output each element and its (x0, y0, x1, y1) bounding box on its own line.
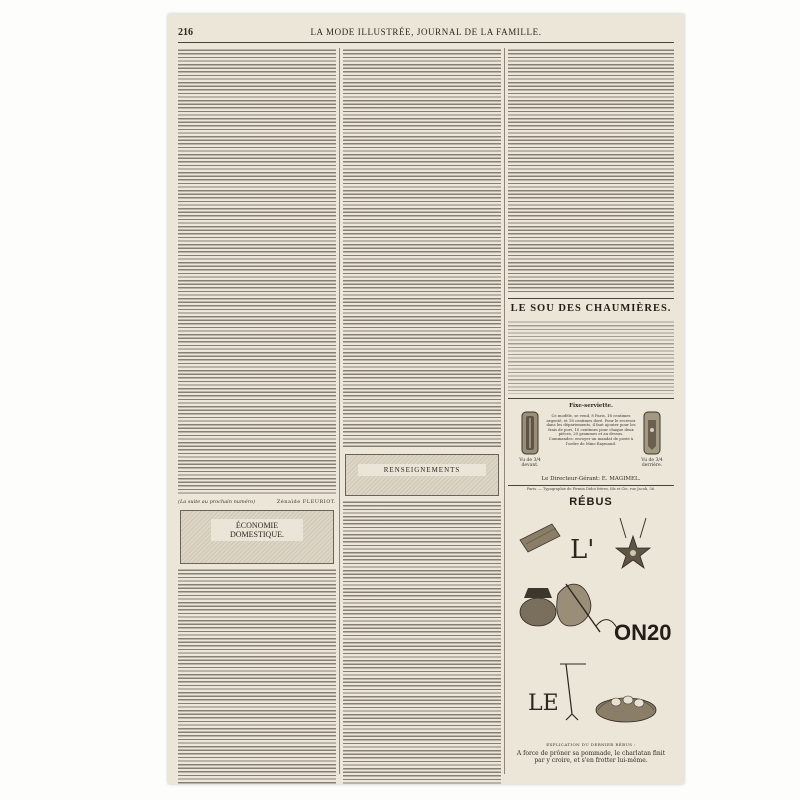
column-middle (343, 48, 501, 776)
column-right (508, 48, 674, 776)
director-signature: Le Directeur-Gérant: E. MAGIMEL. (541, 476, 641, 482)
rebus-glyph-l: L' (570, 535, 595, 565)
column-left (178, 48, 336, 776)
continuation-note: (La suite au prochain numéro) (178, 499, 256, 505)
advert-text: Ce modèle, se vend, 8 Paris, 16 centimes argenté, et 18 centimes doré. Pour le recevoir dans les départements, il faut ajouter pour les frais de port, 10 centimes pour chaque deux pièces, 20 grammes et au dessus. Commandes: envoyer un mandat de poste à l'ordre de Mme Raymond. (546, 413, 636, 446)
article-signature (178, 499, 336, 505)
journal-page (168, 14, 684, 784)
renseignements-text (343, 500, 501, 784)
economie-text-continued (343, 48, 501, 448)
napkin-holder-back-illustration (640, 410, 664, 456)
section-rule (508, 298, 674, 299)
rebus-glyph-le: LE (528, 691, 559, 716)
author-name: Zénaïde FLEURIOT. (276, 499, 336, 505)
sou-chaumieres-text (508, 320, 674, 394)
serial-story-text (178, 48, 336, 496)
header-rule (178, 42, 674, 43)
rebus-explanation-label: EXPLICATION DU DERNIER RÉBUS : (546, 742, 636, 747)
section-rule (508, 398, 674, 399)
advert-title: Fixe-serviette. (569, 403, 613, 409)
front-view-caption: Vu de 3/4 devant. (519, 458, 541, 468)
renseignements-text-continued (508, 48, 674, 294)
journal-title: LA MODE ILLUSTRÉE, JOURNAL DE LA FAMILLE. (310, 27, 542, 37)
economie-text (178, 568, 336, 784)
rebus-title: RÉBUS (569, 496, 613, 508)
section-rule (508, 485, 674, 486)
rebus-glyph-on20: ON20 (614, 620, 672, 645)
rebus-answer: A force de prôner sa pommade, le charlatan finit par y croire, et s'en frotter lui-même. (516, 750, 666, 764)
rebus-illustration (508, 514, 674, 740)
page-number: 216 (178, 27, 193, 38)
economie-vignette (180, 510, 334, 564)
back-view-caption: Vu de 3/4 derrière. (641, 458, 663, 468)
printer-imprint: Paris. — Typographie de Firmin Didot frères, fils et Cie, rue Jacob, 56. (526, 487, 656, 491)
sou-chaumieres-title: LE SOU DES CHAUMIÈRES. (510, 303, 672, 314)
economie-title: ÉCONOMIE DOMESTIQUE. (211, 519, 303, 541)
column-separator (504, 48, 505, 774)
napkin-holder-front-illustration (518, 410, 542, 456)
column-separator (339, 48, 340, 774)
renseignements-title: RENSEIGNEMENTS (358, 464, 486, 476)
renseignements-vignette (345, 454, 499, 496)
